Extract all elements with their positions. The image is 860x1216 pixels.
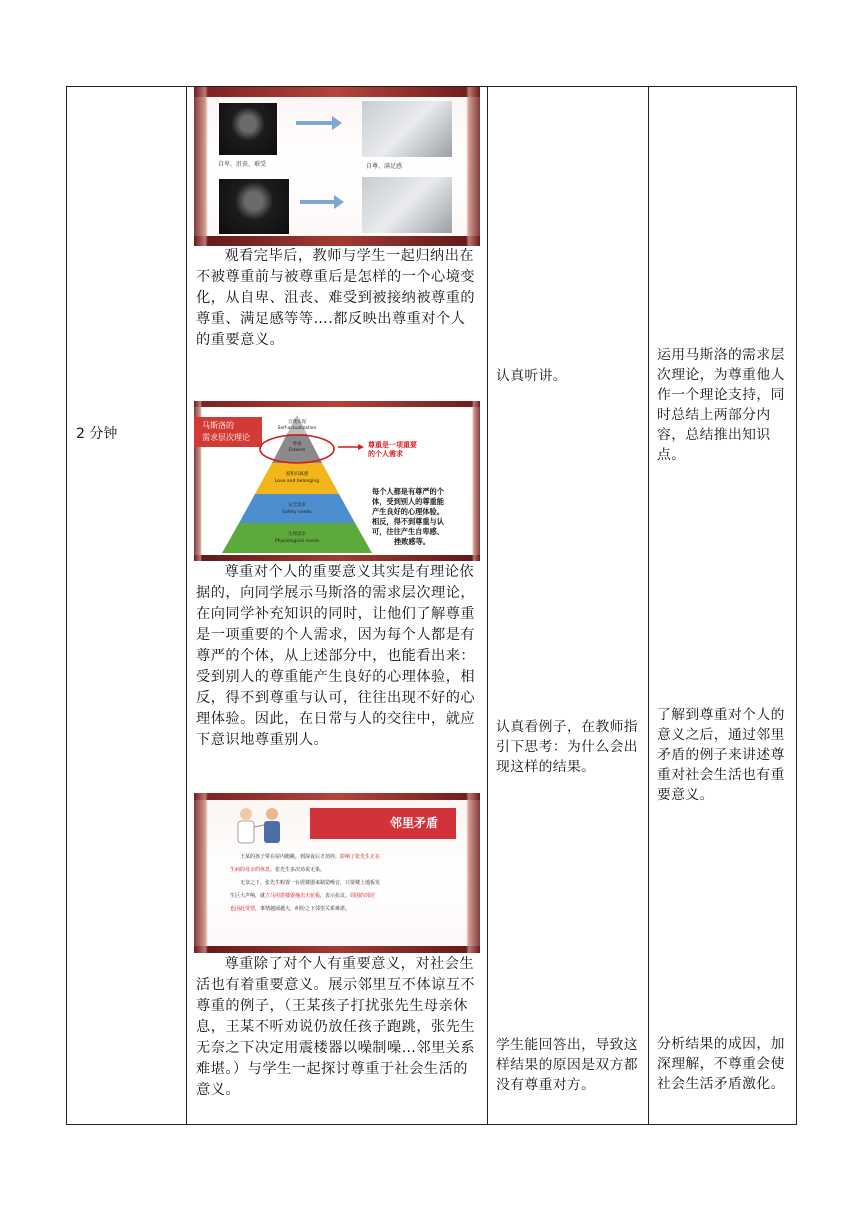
student-response-3: 学生能回答出，导致这样结果的原因是双方都没有尊重对方。 <box>496 1037 638 1093</box>
photo-sad-student <box>219 103 277 155</box>
lesson-plan-table <box>66 86 797 1125</box>
neighbor-story: 王某的孩子常在屋内跑跳，到深夜后才消停，影响了张先生正在 生病的母亲的休息。张先生多次劝说无果。 无奈之下，张先生购置一台震楼器来制造噪音，只要楼上地板发 生巨大声响，就立马用震楼器撞击天花板，表示抗议。周围的邻居 也因此受罪，事情越闹越大，纠纷之下邻里关系难堪。 <box>230 854 381 912</box>
slide-respect-photos <box>194 87 480 246</box>
arrow-right-icon <box>300 200 336 204</box>
caption-after: 自尊、满足感 <box>366 163 403 170</box>
student-response-1: 认真听讲。 <box>496 368 567 384</box>
arrow-right-icon <box>296 121 334 125</box>
purpose-2: 了解到尊重对个人的意义之后，通过邻里矛盾的例子来讲述尊重对社会生活也有重要意义。 <box>657 707 785 803</box>
arguing-people-icon <box>232 805 286 849</box>
design-purpose-cell <box>649 87 797 1125</box>
slide-maslow: 马斯洛的 需求层次理论 自我实现 Self-actualization 尊重 Esteem 爱和归属感 Love and belonging 安全需求 Safety needs 生理需求 Physiological needs 尊重是一项重要 的个人需求 每个人都是有尊严的个 体，受到别人的尊重能 产生良好的心理体验。 相反，得不到尊重与认 可，往往产生自卑感、 挫败感等。 <box>194 401 480 561</box>
table-row <box>67 87 797 1125</box>
teacher-paragraph-1: 观看完毕后，教师与学生一起归纳出在不被尊重前与被尊重后是怎样的一个心境变化，从自卑、沮丧、难受到被接纳被尊重的尊重、满足感等等….都反映出尊重对个人的重要意义。 <box>196 248 476 348</box>
teacher-paragraph-3: 尊重除了对个人有重要意义，对社会生活也有着重要意义。展示邻里互不体谅互不尊重的例子，（王某孩子打扰张先生母亲休息，王某不听劝说仍放任孩子跑跳，张先生无奈之下决定用震楼器以噪制噪…邻里关系难堪。）与学生一起探讨尊重于社会生活的意义。 <box>196 956 476 1098</box>
teacher-paragraph-2: 尊重对个人的重要意义其实是有理论依据的，向同学展示马斯洛的需求层次理论，在向同学补充知识的同时，让他们了解尊重是一项重要的个人需求，因为每个人都是有尊严的个体，从上述部分中，也能看出来：受到别人的尊重能产生良好的心理体验，相反，得不到尊重与认可，往往出现不好的心理体验。因此，在日常与人的交往中，就应下意识地尊重别人。 <box>196 564 476 748</box>
time-cell <box>67 87 187 1125</box>
photo-upset-woman <box>219 179 289 234</box>
teacher-activity-cell <box>187 87 488 1125</box>
maslow-title: 马斯洛的 需求层次理论 <box>194 417 262 447</box>
slide-neighbor-conflict <box>194 793 480 953</box>
purpose-3: 分析结果的成因，加深理解，不尊重会使社会生活矛盾激化。 <box>657 1036 785 1092</box>
photo-accepted-group <box>362 101 452 157</box>
photo-medical-workers <box>362 177 452 233</box>
neighbor-title: 邻里矛盾 <box>310 808 456 839</box>
student-activity-cell <box>488 87 649 1125</box>
maslow-description: 每个人都是有尊严的个 体，受到别人的尊重能 产生良好的心理体验。 相反，得不到尊重与认 可，往往产生自卑感、 挫败感等。 <box>372 487 444 546</box>
purpose-1: 运用马斯洛的需求层次理论，为尊重他人作一个理论支持，同时总结上两部分内容，总结推出知识点。 <box>657 347 785 463</box>
student-response-2: 认真看例子，在教师指引下思考：为什么会出现这样的结果。 <box>496 719 638 775</box>
maslow-note: 尊重是一项重要 的个人需求 <box>368 441 417 458</box>
time-label: 2 分钟 <box>76 426 118 442</box>
caption-before: 自卑、沮丧、难受 <box>218 161 267 168</box>
